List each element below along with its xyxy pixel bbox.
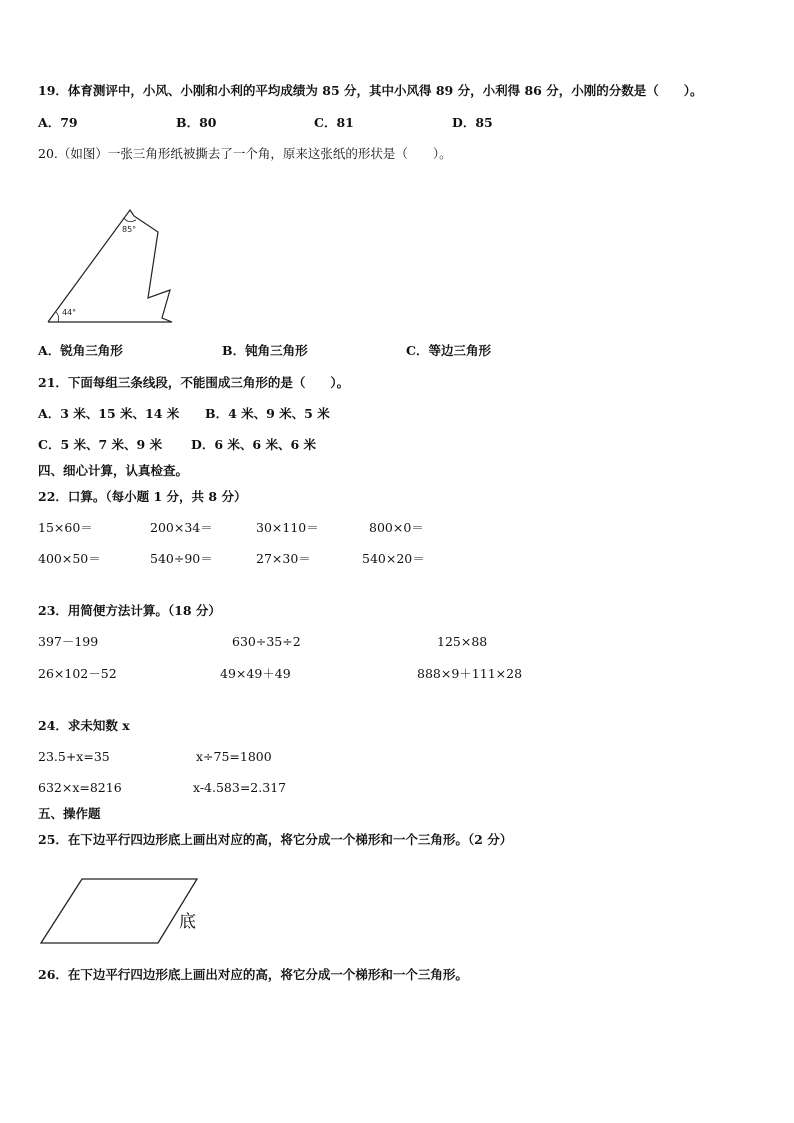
q22-r2-c2: 540÷90＝: [150, 551, 213, 566]
q22-r1-c2: 200×34＝: [150, 520, 213, 535]
q19-stem: 19．体育测评中，小风、小刚和小利的平均成绩为 85 分，其中小风得 89 分，小利得 86 分，小刚的分数是（ ）。: [38, 83, 703, 98]
q22-r1-c4: 800×0＝: [369, 520, 424, 535]
q24-r2-c1: 632×x=8216: [38, 780, 122, 795]
q23-r1-c2: 630÷35÷2: [232, 634, 301, 649]
q21-option-b: B．4 米、9 米、5 米: [205, 406, 330, 421]
q22-r2-c1: 400×50＝: [38, 551, 101, 566]
q19-option-c: C．81: [314, 115, 354, 130]
q24-r2-c2: x-4.583=2.317: [193, 780, 287, 795]
q24-stem: 24．求未知数 x: [38, 718, 130, 733]
q24-r1-c2: x÷75=1800: [196, 749, 272, 764]
q23-r2-c2: 49×49＋49: [220, 666, 291, 681]
angle-top-label: 85°: [122, 225, 137, 234]
q19-option-d: D．85: [452, 115, 493, 130]
q20-stem: 20.（如图）一张三角形纸被撕去了一个角，原来这张纸的形状是（ ）。: [38, 146, 452, 161]
q22-r1-c3: 30×110＝: [256, 520, 319, 535]
q25-stem: 25．在下边平行四边形底上画出对应的高，将它分成一个梯形和一个三角形。（2 分）: [38, 832, 513, 847]
section5-title: 五、操作题: [38, 806, 101, 821]
q20-option-b: B．钝角三角形: [222, 343, 308, 358]
q22-stem: 22．口算。（每小题 1 分，共 8 分）: [38, 489, 247, 504]
q21-stem: 21．下面每组三条线段，不能围成三角形的是（ ）。: [38, 375, 350, 390]
q22-r2-c4: 540×20＝: [362, 551, 425, 566]
q23-r2-c1: 26×102－52: [38, 666, 117, 681]
q24-r1-c1: 23.5+x=35: [38, 749, 110, 764]
q26-stem: 26．在下边平行四边形底上画出对应的高，将它分成一个梯形和一个三角形。: [38, 967, 468, 982]
q20-option-c: C．等边三角形: [406, 343, 491, 358]
q22-r1-c1: 15×60＝: [38, 520, 93, 535]
q23-r2-c3: 888×9＋111×28: [417, 666, 523, 681]
base-label: 底: [179, 912, 196, 932]
q23-stem: 23．用简便方法计算。（18 分）: [38, 603, 221, 618]
q22-r2-c3: 27×30＝: [256, 551, 311, 566]
q21-option-c: C．5 米、7 米、9 米: [38, 437, 163, 452]
q23-r1-c1: 397－199: [38, 634, 99, 649]
section4-title: 四、细心计算，认真检查。: [38, 463, 189, 478]
q19-option-a: A．79: [38, 115, 78, 130]
q19-option-b: B．80: [176, 115, 217, 130]
angle-bottom-label: 44°: [62, 308, 77, 317]
q23-r1-c3: 125×88: [437, 634, 488, 649]
q20-option-a: A．锐角三角形: [38, 343, 123, 358]
q21-option-d: D．6 米、6 米、6 米: [191, 437, 316, 452]
q21-option-a: A．3 米、15 米、14 米: [38, 406, 180, 421]
